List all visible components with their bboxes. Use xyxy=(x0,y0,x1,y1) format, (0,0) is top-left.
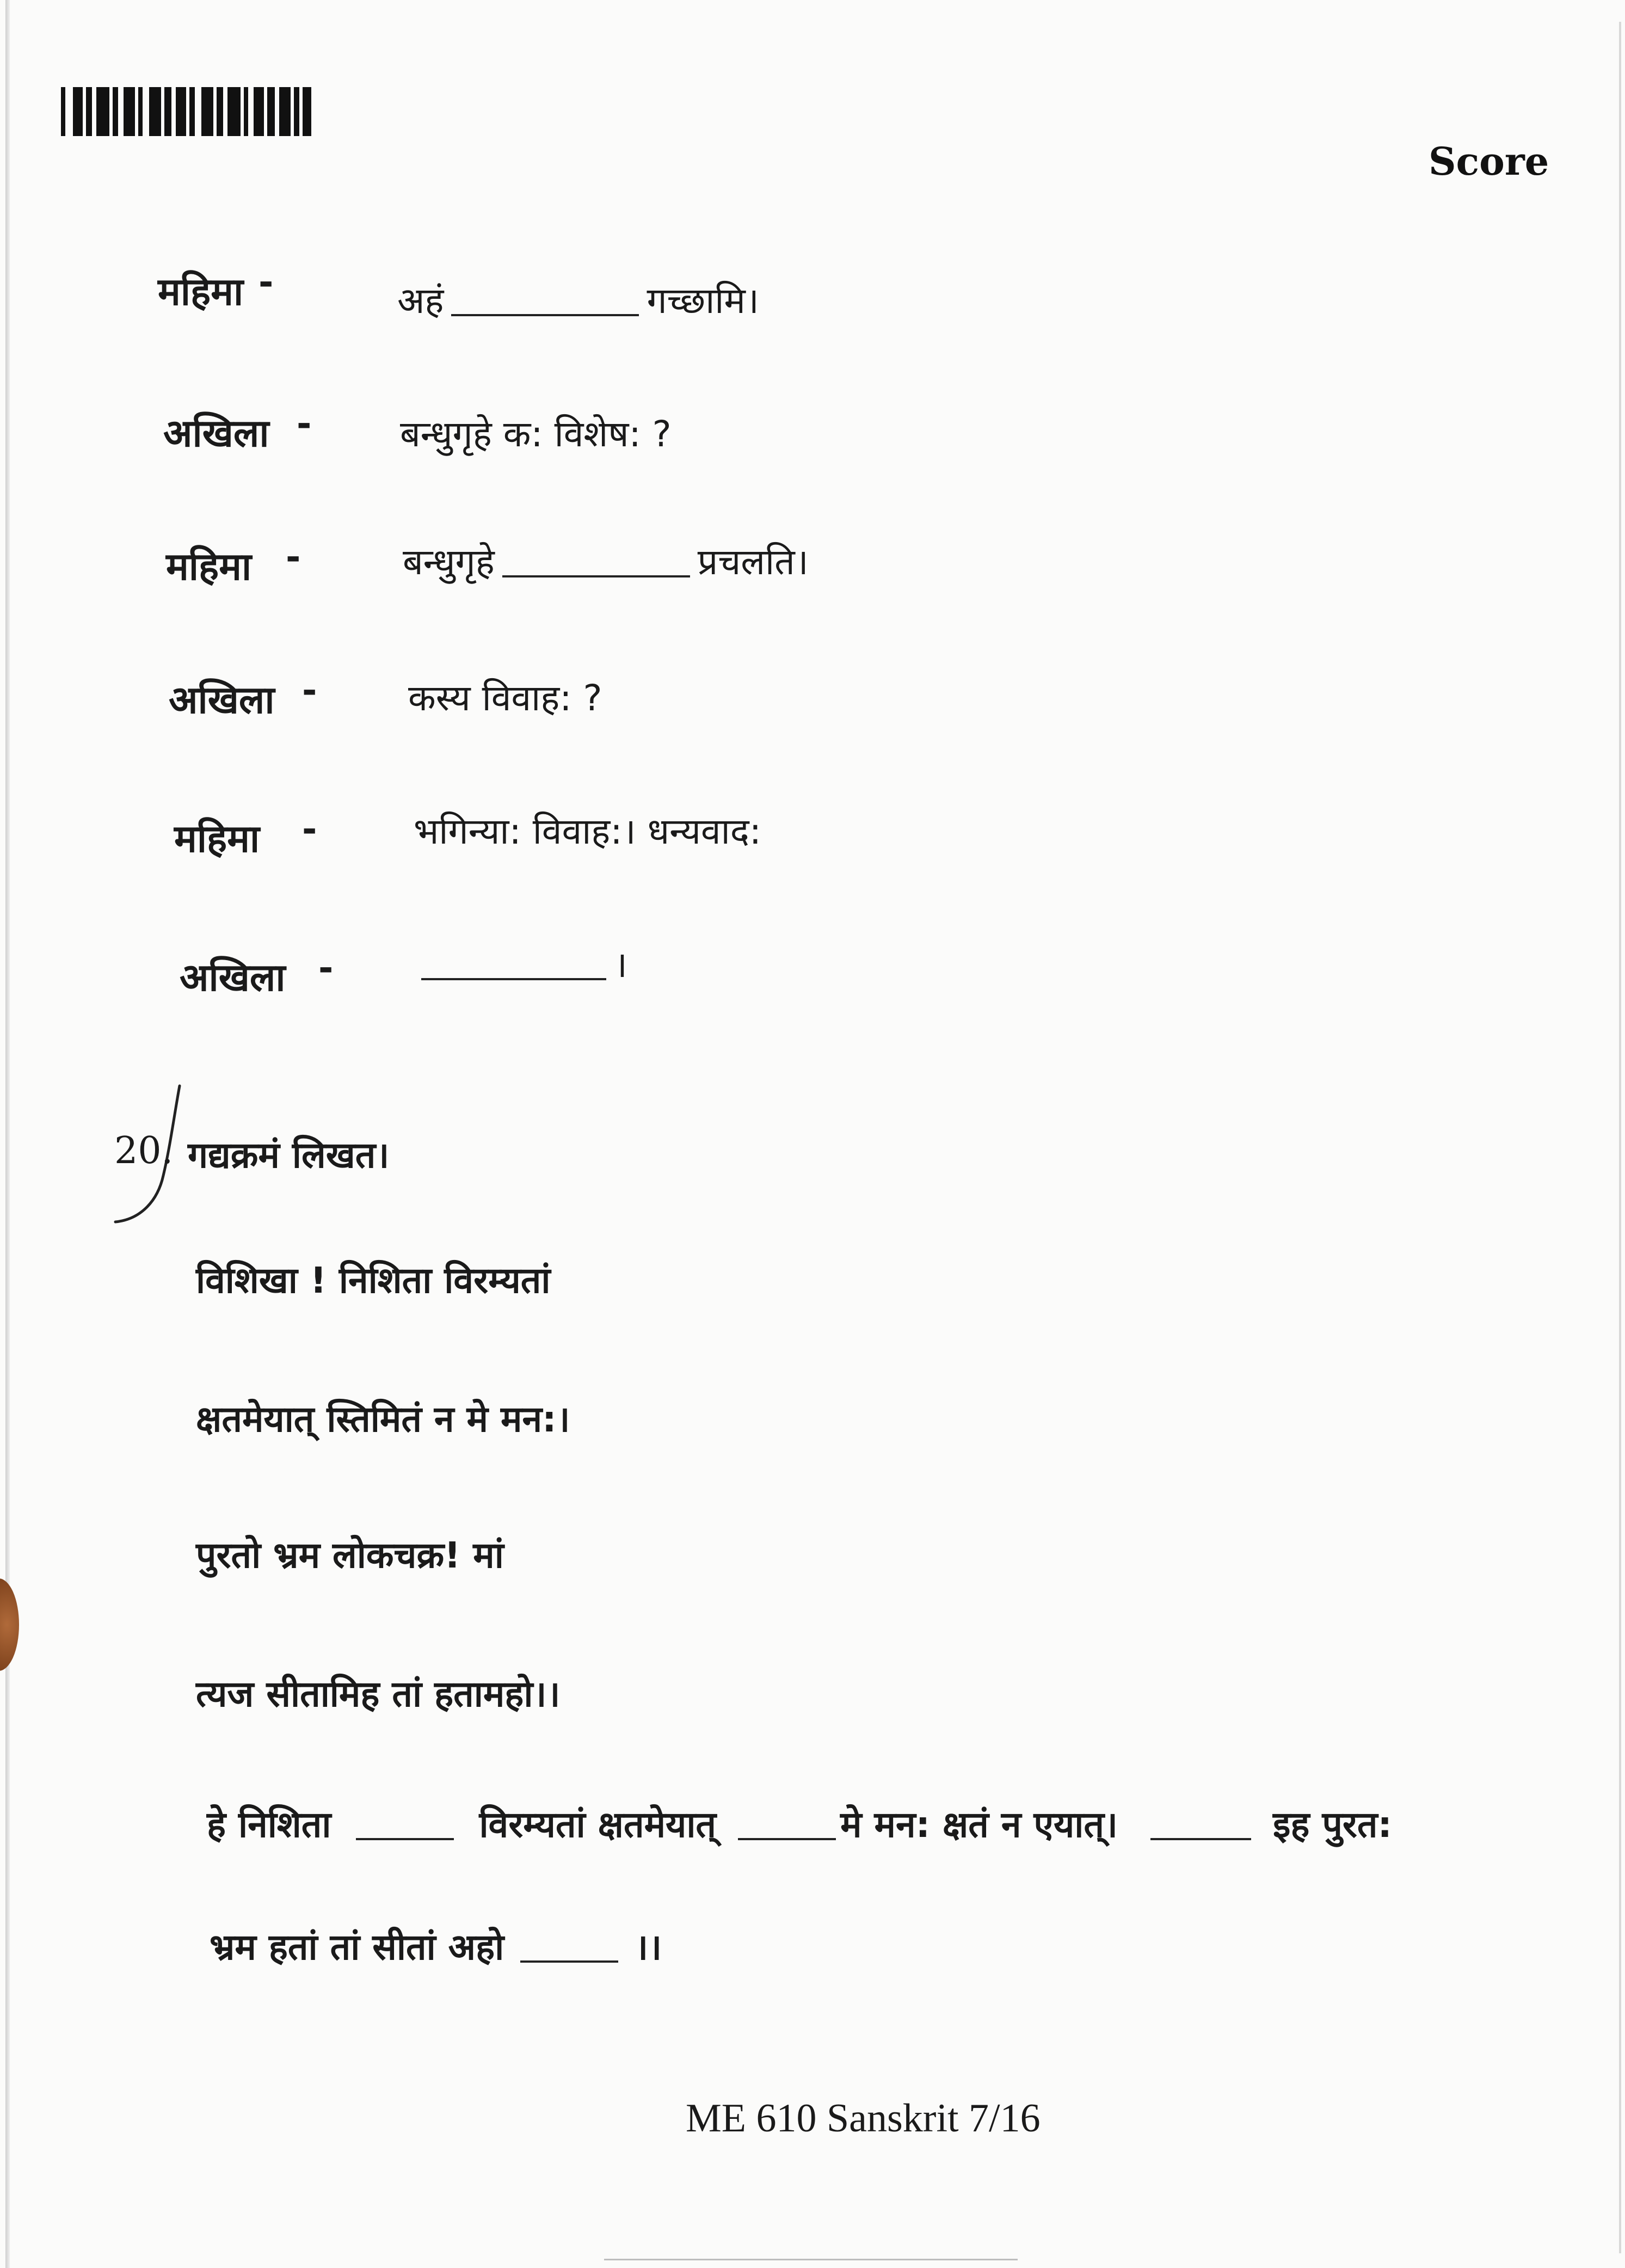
speaker-dash: - xyxy=(302,808,317,850)
dialogue-line xyxy=(397,275,759,324)
speaker-name: महिमा xyxy=(174,816,260,861)
prose-text: हे निशिता xyxy=(207,1804,331,1846)
verse-line: त्यज सीतामिह तां हतामहो।। xyxy=(196,1673,561,1715)
score-label: Score xyxy=(1429,139,1549,184)
fill-blank[interactable] xyxy=(356,1838,454,1840)
speaker-name: महिमा xyxy=(166,544,252,589)
speaker-dash: - xyxy=(258,261,274,303)
prose-line xyxy=(207,1799,1392,1848)
dialogue-line xyxy=(414,939,627,988)
speaker-dash: - xyxy=(297,403,312,445)
verse-line: विशिखा ! निशिता विरम्यतां xyxy=(196,1259,551,1301)
dialogue-text: गच्छामि। xyxy=(647,280,759,322)
dialogue-line: कस्य विवाह: ? xyxy=(408,677,602,719)
prose-text: मे मन: क्षतं न एयात्। xyxy=(840,1804,1118,1846)
punch-hole xyxy=(0,1578,19,1671)
question-number: 20. xyxy=(114,1129,174,1172)
fill-blank[interactable] xyxy=(520,1960,618,1963)
speaker-name: अखिला xyxy=(169,678,275,722)
speaker-dash: - xyxy=(286,536,301,578)
question-title: गद्यक्रमं लिखत। xyxy=(188,1134,390,1176)
dialogue-text: बन्धुगृहे xyxy=(403,541,495,583)
prose-text: भ्रम हतां तां सीतां अहो xyxy=(210,1926,504,1968)
prose-text: ।। xyxy=(635,1926,662,1968)
fill-blank[interactable] xyxy=(421,978,606,980)
dialogue-text: । xyxy=(614,944,628,986)
prose-text: विरम्यतां क्षतमेयात् xyxy=(479,1804,717,1846)
prose-line xyxy=(210,1921,662,1970)
speaker-dash: - xyxy=(318,947,334,989)
fill-blank[interactable] xyxy=(502,575,690,577)
verse-line: क्षतमेयात् स्तिमितं न मे मन:। xyxy=(196,1398,570,1440)
fill-blank[interactable] xyxy=(1150,1838,1251,1840)
barcode xyxy=(61,87,311,136)
dialogue-text: अहं xyxy=(397,280,444,322)
page-left-edge xyxy=(5,0,10,2268)
prose-text: इह पुरत: xyxy=(1273,1804,1392,1846)
dialogue-line: भगिन्या: विवाह:। धन्यवाद: xyxy=(414,810,761,852)
page-right-edge xyxy=(1619,22,1621,2253)
fill-blank[interactable] xyxy=(451,314,639,316)
dialogue-line: बन्धुगृहे क: विशेष: ? xyxy=(400,413,672,455)
dialogue-line xyxy=(403,536,809,585)
bottom-rule xyxy=(604,2259,1018,2260)
fill-blank[interactable] xyxy=(738,1838,836,1840)
speaker-name: अखिला xyxy=(163,411,269,456)
page-footer: ME 610 Sanskrit 7/16 xyxy=(686,2096,1041,2141)
speaker-dash: - xyxy=(302,669,317,711)
speaker-name: महिमा xyxy=(158,269,244,314)
dialogue-text: प्रचलति। xyxy=(697,541,809,583)
verse-line: पुरतो भ्रम लोकचक्र! मां xyxy=(196,1534,504,1576)
speaker-name: अखिला xyxy=(180,955,286,1000)
